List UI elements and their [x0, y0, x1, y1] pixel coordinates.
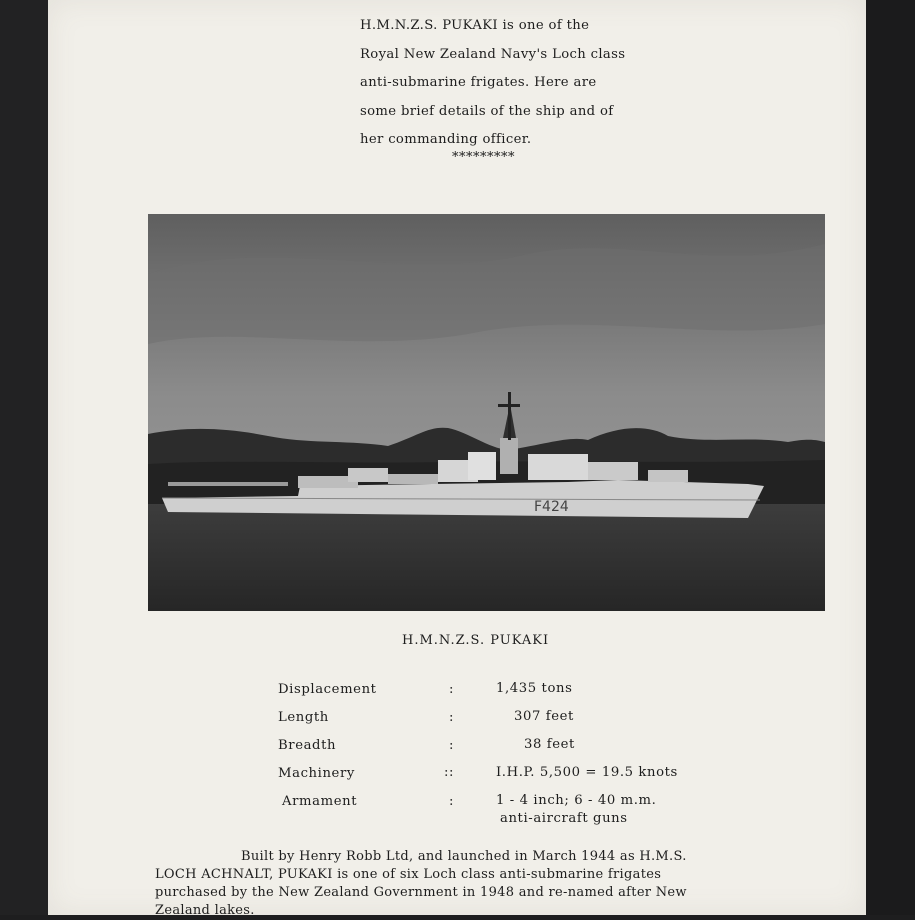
paragraph-line: Built by Henry Robb Ltd, and launched in March 1944 as H.M.S. [241, 849, 687, 864]
spec-colon: : [449, 710, 455, 725]
scan-background-right [866, 0, 915, 915]
sea [148, 504, 825, 611]
intro-line: her commanding officer. [360, 132, 532, 147]
intro-text [360, 12, 700, 155]
intro-line: some brief details of the ship and of [360, 103, 614, 119]
paragraph-line: LOCH ACHNALT, PUKAKI is one of six Loch class anti-submarine frigates [155, 867, 662, 882]
separator-stars: ********* [452, 150, 515, 165]
ship-photograph [148, 214, 825, 611]
spec-value-machinery: I.H.P. 5,500 = 19.5 knots [496, 765, 678, 780]
spec-label-machinery: Machinery [278, 766, 355, 781]
history-paragraph [155, 848, 795, 920]
hull-number: F424 [534, 499, 569, 515]
intro-line: H.M.N.Z.S. PUKAKI is one of the [360, 18, 590, 33]
spec-value-displacement: 1,435 tons [496, 681, 573, 696]
spec-value-armament-continued: anti-aircraft guns [500, 811, 628, 826]
spec-colon: : [449, 794, 455, 809]
spec-colon: : [449, 682, 455, 697]
spec-label-displacement: Displacement [278, 682, 377, 697]
spec-value-length: 307 feet [514, 709, 574, 724]
spec-label-armament: Armament [282, 794, 358, 809]
intro-line: anti-submarine frigates. Here are [360, 75, 597, 90]
ship-photo-illustration [148, 214, 825, 611]
intro-line: Royal New Zealand Navy's Loch class [360, 46, 626, 62]
photo-caption: H.M.N.Z.S. PUKAKI [402, 633, 550, 648]
spec-value-breadth: 38 feet [524, 737, 575, 752]
spec-label-length: Length [278, 710, 329, 725]
spec-value-armament: 1 - 4 inch; 6 - 40 m.m. [496, 793, 657, 808]
paragraph-line: purchased by the New Zealand Government in 1948 and re-named after New [155, 885, 687, 900]
scan-background-left [0, 0, 48, 915]
spec-label-breadth: Breadth [278, 738, 337, 753]
spec-colon: :: [444, 765, 455, 780]
spec-colon: : [449, 738, 455, 753]
paragraph-line: Zealand lakes. [155, 903, 255, 918]
